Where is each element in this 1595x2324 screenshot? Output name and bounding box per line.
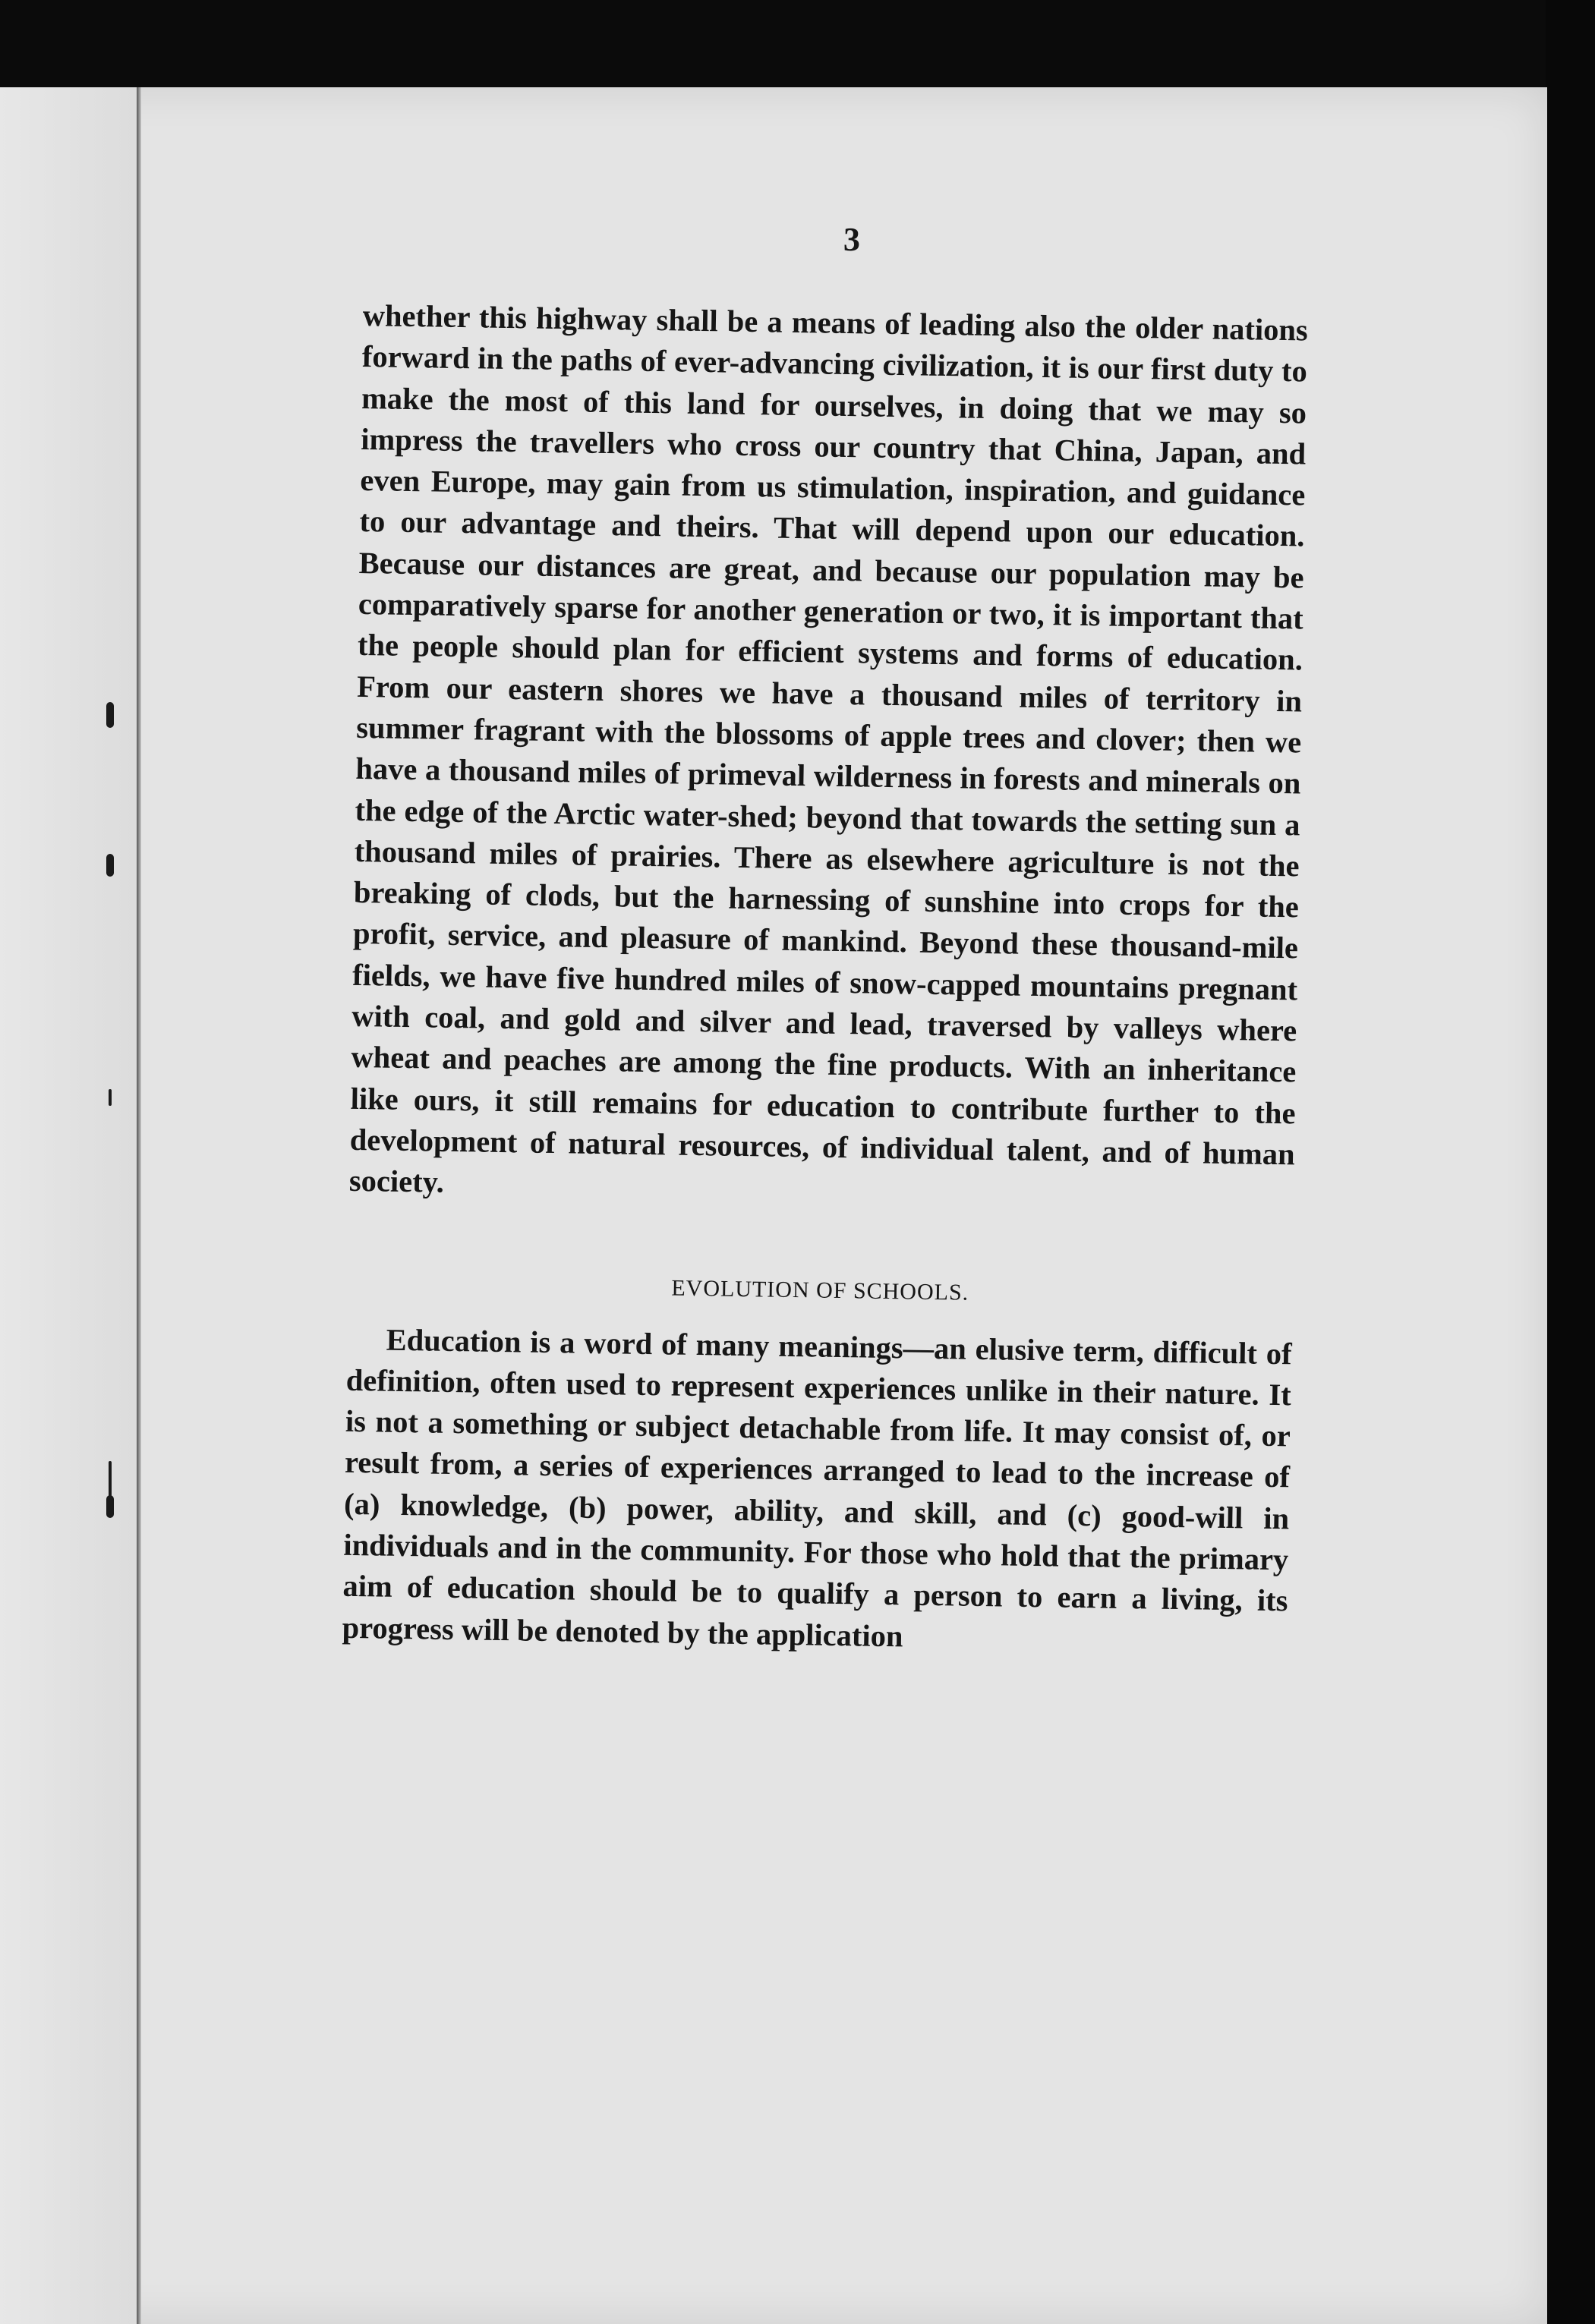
binding-mark bbox=[109, 1089, 112, 1106]
page-number: 3 bbox=[843, 220, 861, 259]
scan-border-top bbox=[0, 0, 1595, 95]
binding-mark bbox=[106, 1495, 114, 1518]
section-heading: EVOLUTION OF SCHOOLS. bbox=[671, 1275, 969, 1305]
scan-border-right bbox=[1546, 0, 1595, 2324]
binding-mark bbox=[106, 854, 114, 877]
body-paragraph: Education is a word of many meanings—an elusive term, difficult of definition, often used to represent experiences unlike in their nature. It is not a something or subject detachable from life. It may consist of, or result from, a series of experiences arranged to lead to the increase of (a) knowledge, (b) power, ability, and skill, and (c) good-will in individuals and in the community. For those who hold that the primary aim of education should be to qualify a person to earn a living, its progress will be denoted by the application bbox=[342, 1322, 1292, 1653]
page-content bbox=[342, 213, 1310, 1663]
binding-mark bbox=[106, 702, 114, 728]
left-leaf bbox=[0, 87, 137, 2324]
binding-spine bbox=[137, 87, 141, 2324]
body-paragraph: whether this highway shall be a means of leading also the older nations forward in the paths of ever-advancing civilization, it is our first duty to make the most of this land for ourselves, in doing that we may so impress the travellers who cross our country that China, Japan, and even Europe, may gain from us stimulation, inspiration, and guidance to our advantage and theirs. That will depend upon our education. Because our distances are great, and because our population may be comparatively sparse for another generation or two, it is important that the people should plan for efficient systems and forms of education. From our eastern shores we have a thousand miles of territory in summer fragrant with the blossoms of apple trees and clover; then we have a thousand miles of primeval wilderness in forests and minerals on the edge of the Arctic water-shed; beyond that towards the setting sun a thousand miles of prairies. There as elsewhere agriculture is not the breaking of clods, but the harnessing of sunshine into crops for the profit, service, and pleasure of mankind. Beyond these thousand-mile fields, we have five hundred miles of snow-capped mountains pregnant with coal, and gold and silver and lead, traversed by valleys where wheat and peaches are among the fine products. With an inheritance like ours, it still remains for education to contribute further to the development of natural resources, of individual talent, and of human society. bbox=[348, 298, 1309, 1200]
